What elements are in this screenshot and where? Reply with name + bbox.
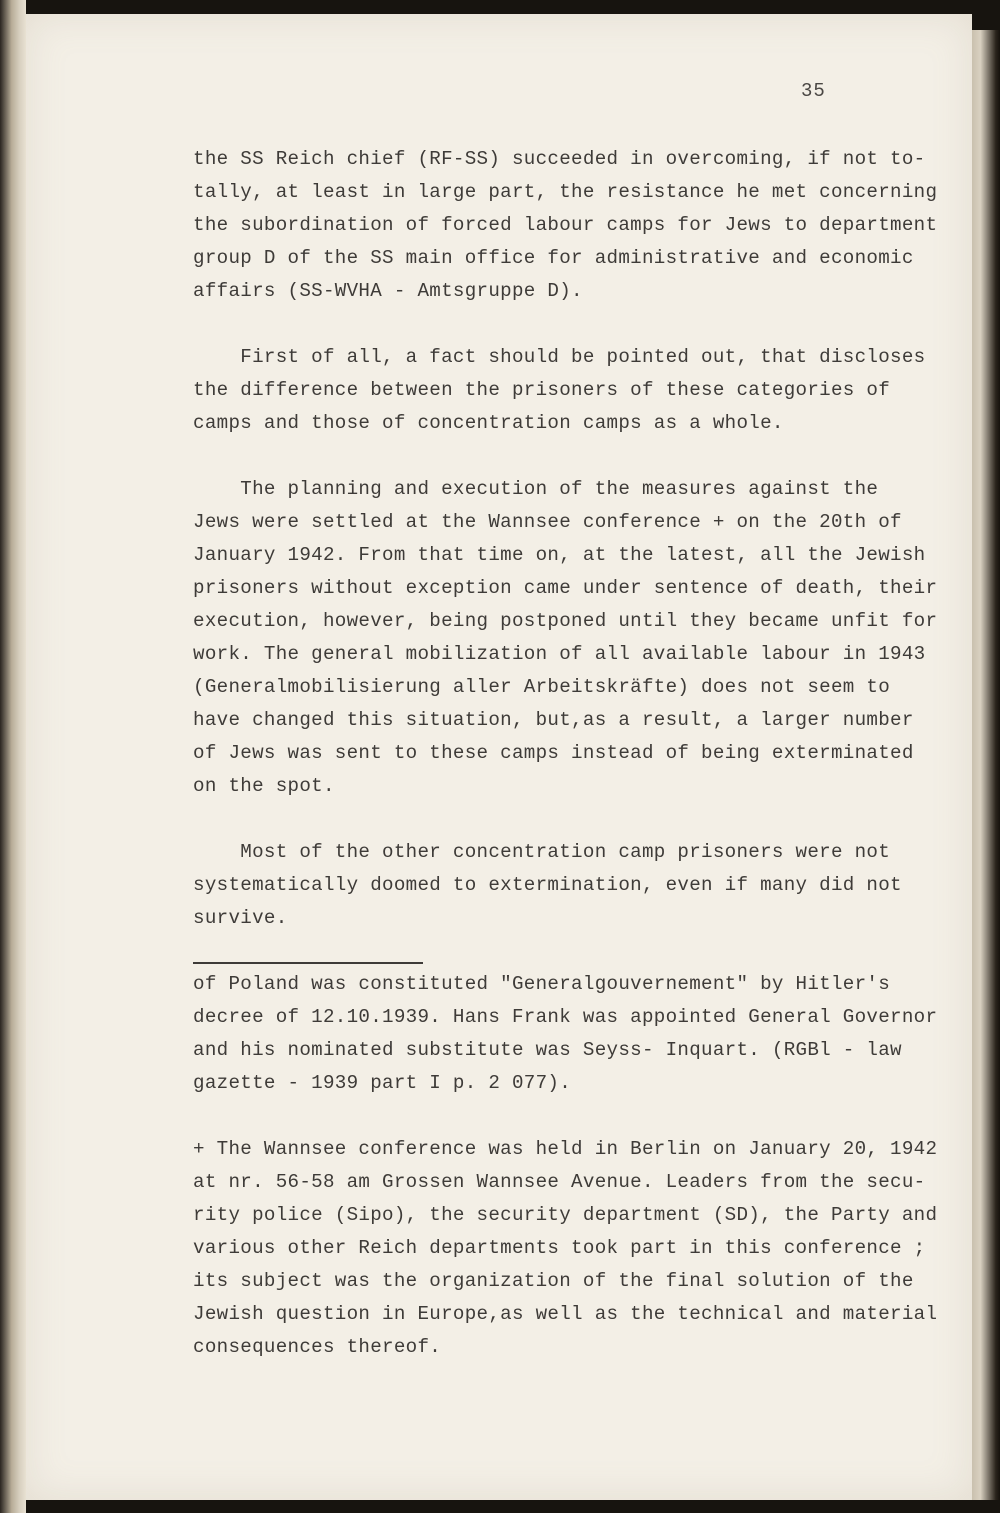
footnote-divider (193, 962, 423, 964)
text-line: The planning and execution of the measures against the (193, 478, 879, 500)
text-line: Jewish question in Europe,as well as the technical and material (193, 1303, 938, 1325)
text-line: prisoners without exception came under sentence of death, their (193, 577, 938, 599)
paragraph (193, 836, 973, 935)
text-line: the difference between the prisoners of these categories of (193, 379, 891, 401)
text-line: January 1942. From that time on, at the latest, all the Jewish (193, 544, 926, 566)
book-binding (0, 0, 26, 1513)
text-line: rity police (Sipo), the security department (SD), the Party and (193, 1204, 938, 1226)
text-line: Most of the other concentration camp prisoners were not (193, 841, 891, 863)
paragraph (193, 143, 973, 308)
footnote (193, 1133, 973, 1364)
page-number: 35 (801, 80, 826, 102)
text-line: group D of the SS main office for administrative and economic (193, 247, 914, 269)
text-line: various other Reich departments took part in this conference ; (193, 1237, 926, 1259)
text-line: Jews were settled at the Wannsee conference + on the 20th of (193, 511, 902, 533)
text-line: decree of 12.10.1939. Hans Frank was appointed General Governor (193, 1006, 938, 1028)
text-line: (Generalmobilisierung aller Arbeitskräfte) does not seem to (193, 676, 891, 698)
text-line: execution, however, being postponed until they became unfit for (193, 610, 938, 632)
text-line: and his nominated substitute was Seyss- Inquart. (RGBl - law (193, 1039, 902, 1061)
text-line: at nr. 56-58 am Grossen Wannsee Avenue. Leaders from the secu- (193, 1171, 926, 1193)
main-text (193, 143, 973, 935)
text-line: of Poland was constituted "Generalgouvernement" by Hitler's (193, 973, 891, 995)
text-line: affairs (SS-WVHA - Amtsgruppe D). (193, 280, 583, 302)
text-line: on the spot. (193, 775, 335, 797)
text-line: systematically doomed to extermination, even if many did not (193, 874, 902, 896)
paragraph (193, 341, 973, 440)
text-line: survive. (193, 907, 288, 929)
text-line: of Jews was sent to these camps instead of being exterminated (193, 742, 914, 764)
text-line: work. The general mobilization of all available labour in 1943 (193, 643, 926, 665)
text-line: tally, at least in large part, the resistance he met concerning (193, 181, 938, 203)
text-line: the SS Reich chief (RF-SS) succeeded in overcoming, if not to- (193, 148, 926, 170)
text-line: camps and those of concentration camps as a whole. (193, 412, 784, 434)
text-line: have changed this situation, but,as a result, a larger number (193, 709, 914, 731)
page-edge (972, 30, 1000, 1500)
footnote (193, 968, 973, 1100)
text-line: + The Wannsee conference was held in Berlin on January 20, 1942 (193, 1138, 938, 1160)
footnotes (193, 968, 973, 1364)
text-line: gazette - 1939 part I p. 2 077). (193, 1072, 572, 1094)
text-line: consequences thereof. (193, 1336, 442, 1358)
text-line: First of all, a fact should be pointed out, that discloses (193, 346, 926, 368)
text-line: the subordination of forced labour camps for Jews to department (193, 214, 938, 236)
text-line: its subject was the organization of the final solution of the (193, 1270, 914, 1292)
paragraph (193, 473, 973, 803)
